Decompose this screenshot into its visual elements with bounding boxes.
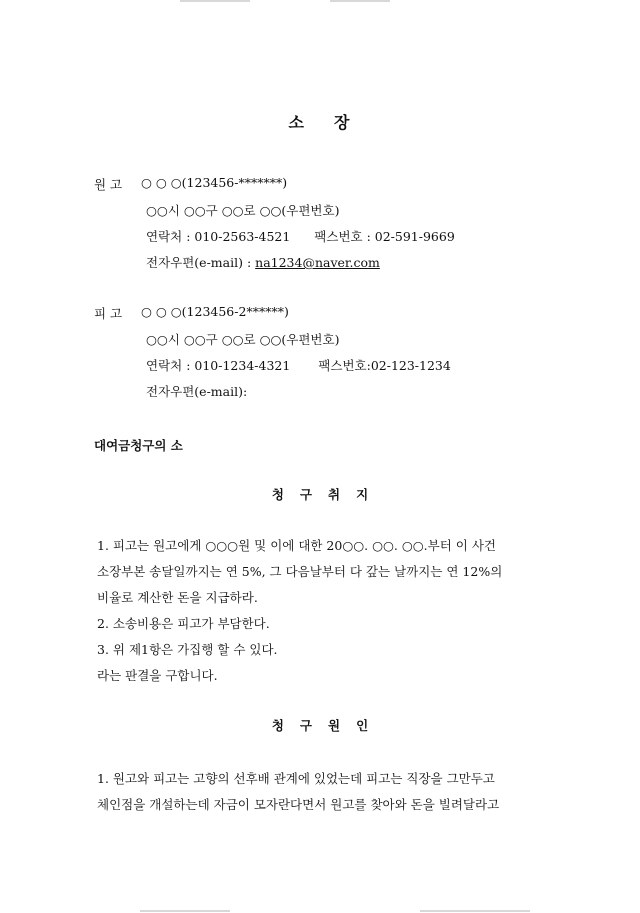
plaintiff-contact: 010-2563-4521: [194, 229, 291, 244]
claim-purpose-line: 라는 판결을 구합니다.: [97, 668, 218, 683]
plaintiff-name: ○ ○ ○(123456-*******): [141, 175, 288, 190]
heading-char: 원: [328, 718, 341, 733]
heading-char: 인: [356, 718, 369, 733]
claim-purpose-line: 비율로 계산한 돈을 지급하라.: [97, 590, 258, 605]
plaintiff-email-link[interactable]: na1234@naver.com: [255, 255, 380, 270]
claim-purpose-line: 3. 위 제1항은 가집행 할 수 있다.: [97, 642, 278, 657]
title-char: 소: [288, 113, 306, 132]
claim-purpose-line: 1. 피고는 원고에게 ○○○원 및 이에 대한 20○○. ○○. ○○.부터 이 사건: [97, 538, 496, 553]
claim-purpose-line: 소장부본 송달일까지는 연 5%, 그 다음날부터 다 갚는 날까지는 연 12%의: [97, 564, 503, 579]
document-title: [0, 110, 640, 133]
heading-char: 구: [299, 718, 312, 733]
heading-char: 청: [271, 718, 284, 733]
defendant-fax: 02-123-1234: [370, 358, 451, 373]
claim-purpose-heading: [0, 485, 640, 503]
defendant-email-row: [146, 382, 247, 400]
defendant-email-label: 전자우편(e-mail):: [146, 384, 248, 399]
defendant-fax-label: 팩스번호:: [318, 358, 371, 373]
scan-artifact-top: [330, 0, 390, 2]
defendant-address: ○○시 ○○구 ○○로 ○○(우편번호): [146, 332, 340, 347]
plaintiff-fax: 02-591-9669: [374, 229, 455, 244]
heading-char: 지: [356, 487, 369, 502]
claim-cause-heading: [0, 716, 640, 734]
defendant-contact-row: [146, 356, 451, 374]
plaintiff-email-row: [146, 253, 380, 271]
plaintiff-label: 원 고: [94, 177, 123, 192]
plaintiff-address: ○○시 ○○구 ○○로 ○○(우편번호): [146, 203, 340, 218]
claim-cause-line: 체인점을 개설하는데 자금이 모자란다면서 원고를 찾아와 돈을 빌려달라고: [97, 797, 500, 812]
claim-cause-line: 1. 원고와 피고는 고향의 선후배 관계에 있었는데 피고는 직장을 그만두고: [97, 771, 495, 786]
title-char: 장: [334, 113, 352, 132]
claim-purpose-line: 2. 소송비용은 피고가 부담한다.: [97, 616, 270, 631]
heading-char: 취: [328, 487, 341, 502]
heading-char: 청: [271, 487, 284, 502]
defendant-name: ○ ○ ○(123456-2******): [141, 304, 289, 319]
case-name: 대여금청구의 소: [94, 438, 183, 453]
plaintiff-contact-row: [146, 227, 455, 245]
plaintiff-contact-label: 연락처 :: [146, 229, 195, 244]
defendant-contact: 010-1234-4321: [194, 358, 291, 373]
heading-char: 구: [299, 487, 312, 502]
plaintiff-fax-label: 팩스번호 :: [314, 229, 375, 244]
scan-artifact-bottom: [140, 910, 230, 912]
scan-artifact-top: [180, 0, 250, 2]
scan-artifact-bottom: [420, 910, 530, 912]
plaintiff-email-label: 전자우편(e-mail) :: [146, 255, 256, 270]
defendant-contact-label: 연락처 :: [146, 358, 195, 373]
defendant-label: 피 고: [94, 306, 123, 321]
